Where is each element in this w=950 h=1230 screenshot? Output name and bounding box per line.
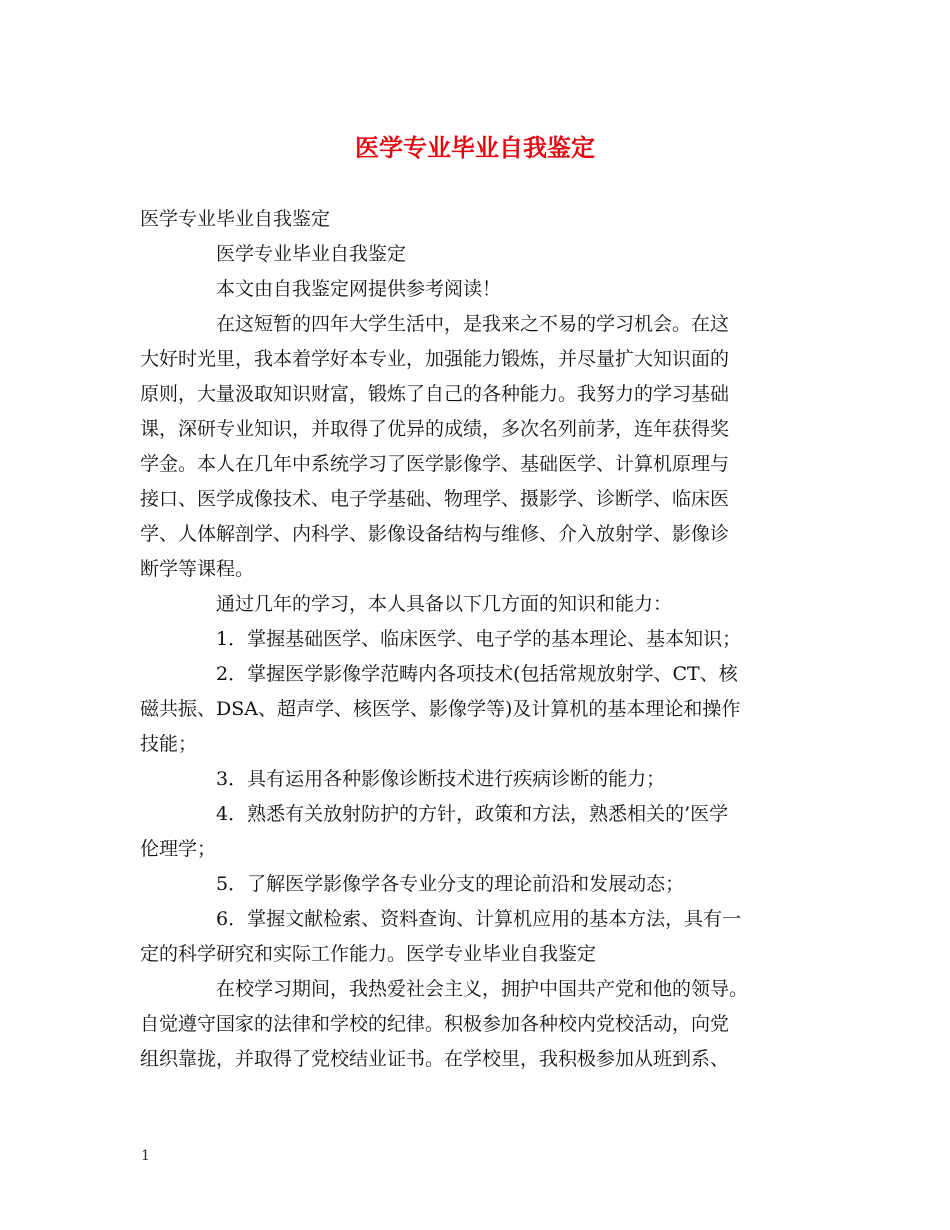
text-line: 磁共振、DSA、超声学、核医学、影像学等)及计算机的基本理论和操作 <box>140 698 741 720</box>
text-line: 医学专业毕业自我鉴定 <box>216 243 407 265</box>
text-line: 本文由自我鉴定网提供参考阅读！ <box>216 278 502 300</box>
text-line: 1．掌握基础医学、临床医学、电子学的基本理论、基本知识； <box>216 628 742 650</box>
text-line: 技能； <box>140 733 198 755</box>
text-line: 2．掌握医学影像学范畴内各项技术(包括常规放射学、CT、核 <box>216 663 738 685</box>
text-line: 3．具有运用各种影像诊断技术进行疾病诊断的能力； <box>216 768 666 790</box>
text-line: 课，深研专业知识，并取得了优异的成绩，多次名列前茅，连年获得奖 <box>140 418 730 440</box>
text-line: 断学等课程。 <box>140 558 255 580</box>
page-number: 1 <box>141 1148 150 1164</box>
text-line: 自觉遵守国家的法律和学校的纪律。积极参加各种校内党校活动，向党 <box>140 1013 730 1035</box>
text-line: 接口、医学成像技术、电子学基础、物理学、摄影学、诊断学、临床医 <box>140 488 730 510</box>
document-body <box>140 202 812 1077</box>
text-line: 在校学习期间，我热爱社会主义，拥护中国共产党和他的领导。 <box>216 978 749 1000</box>
text-line: 学金。本人在几年中系统学习了医学影像学、基础医学、计算机原理与 <box>140 453 730 475</box>
text-line: 学、人体解剖学、内科学、影像设备结构与维修、介入放射学、影像诊 <box>140 523 730 545</box>
text-line: 医学专业毕业自我鉴定 <box>140 208 331 230</box>
text-line: 原则，大量汲取知识财富，锻炼了自己的各种能力。我努力的学习基础 <box>140 383 730 405</box>
text-line: 定的科学研究和实际工作能力。医学专业毕业自我鉴定 <box>140 943 597 965</box>
text-line: 组织靠拢，并取得了党校结业证书。在学校里，我积极参加从班到系、 <box>140 1048 730 1070</box>
text-line: 5．了解医学影像学各专业分支的理论前沿和发展动态； <box>216 873 685 895</box>
text-line: 6．掌握文献检索、资料查询、计算机应用的基本方法，具有一 <box>216 908 742 930</box>
text-line: 大好时光里，我本着学好本专业，加强能力锻炼，并尽量扩大知识面的 <box>140 348 730 370</box>
text-line: 通过几年的学习，本人具备以下几方面的知识和能力： <box>216 593 673 615</box>
text-line: 4．熟悉有关放射防护的方针，政策和方法，熟悉相关的’医学 <box>216 803 729 825</box>
document-title: 医学专业毕业自我鉴定 <box>355 133 595 162</box>
text-line: 伦理学； <box>140 838 217 860</box>
text-line: 在这短暂的四年大学生活中，是我来之不易的学习机会。在这 <box>216 313 730 335</box>
